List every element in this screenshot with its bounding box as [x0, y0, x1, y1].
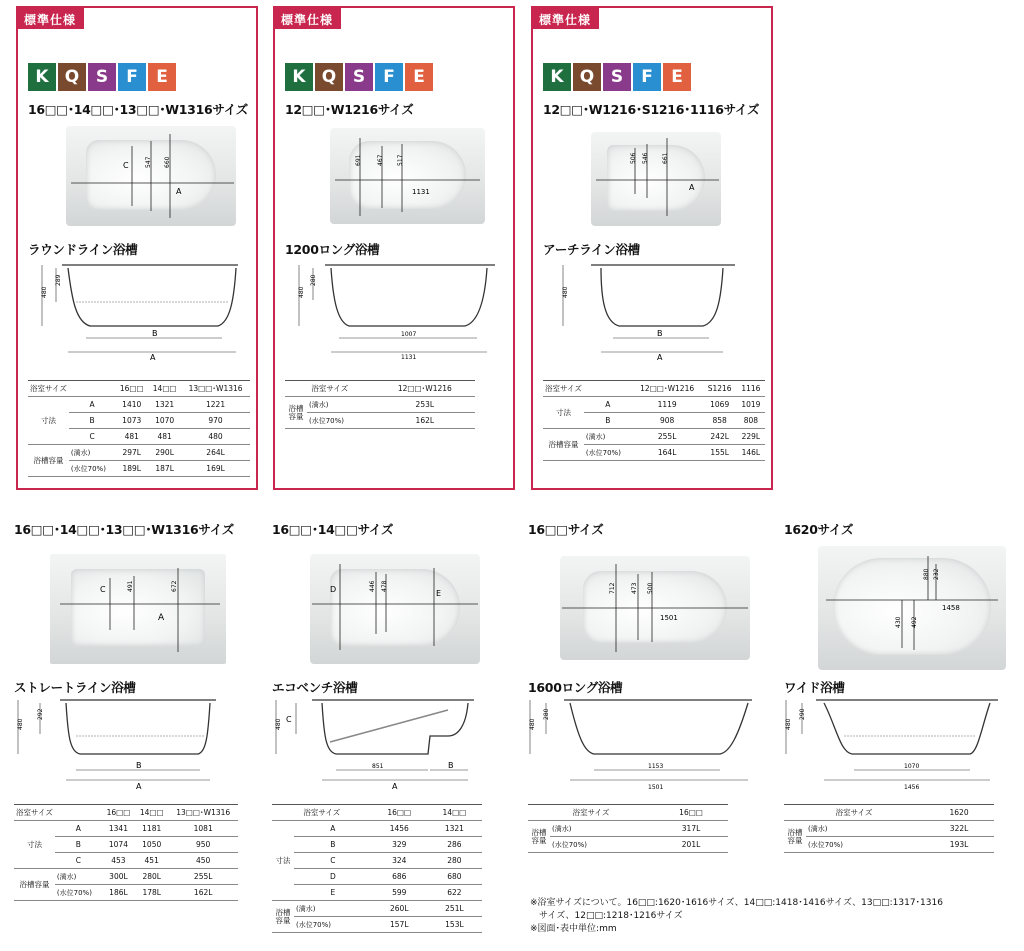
sec-depth-c: C: [286, 715, 292, 724]
sec-depth-total: 480: [275, 718, 282, 730]
spec-card-archline: [531, 6, 773, 490]
sec-depth-upper: 290: [799, 708, 806, 720]
plan-dim-880: 880: [923, 568, 930, 580]
footnote-line-1: ※浴室サイズについて。16□□:1620･1616サイズ、14□□:1418･1416サイズ、13□□:1317･1316: [530, 898, 943, 908]
plan-dim-430: 430: [895, 616, 902, 628]
tub-plan-photo: [818, 546, 1006, 670]
plan-dim-a: A: [689, 183, 695, 192]
sec-depth-upper: 280: [543, 708, 550, 720]
footnote: [530, 897, 1010, 936]
sec-dim-b: B: [152, 329, 158, 338]
sec-depth-upper: 280: [310, 274, 317, 286]
plan-dim-491: 491: [127, 580, 134, 592]
sec-dim-a: A: [657, 353, 663, 362]
spec-table: 浴室サイズ 16□□ 14□□ 寸法 A 1456 1321 B 329 286 C 324 280 D 686 680 E 599 622 浴槽容量 (満水) 260L 251L (水位70%) 157L 153L: [272, 804, 482, 933]
tub-cross-section: [32, 260, 254, 364]
badge-k: K: [543, 63, 571, 91]
sec-depth-total: 480: [298, 286, 305, 298]
size-title: 16□□･14□□サイズ: [272, 522, 394, 537]
badge-q: Q: [573, 63, 601, 91]
sec-dim-b: B: [136, 761, 142, 770]
plan-dim-506: 506: [630, 152, 637, 164]
badge-e: E: [405, 63, 433, 91]
plan-dim-660: 660: [164, 156, 171, 168]
spec-table: 浴室サイズ 16□□ 14□□ 13□□･W1316 寸法 A 1410 1321 1221 B 1073 1070 970 C 481 481 480 浴槽容量 (満水) 297L 290L 264L (水位70%) 189L 187L 169L: [28, 380, 250, 477]
footnote-line-3: ※図面･表中単位:mm: [530, 924, 617, 934]
sec-dim-1456: 1456: [904, 784, 920, 791]
plan-dim-a: A: [158, 613, 165, 623]
standard-spec-tag: 標準仕様: [18, 8, 84, 29]
plan-dim-712: 712: [609, 582, 616, 594]
sec-dim-851: 851: [372, 763, 384, 770]
size-title: 16□□サイズ: [528, 522, 604, 537]
plan-dim-672: 672: [171, 580, 178, 592]
plan-dimension-lines: [560, 556, 750, 660]
sec-dim-a: A: [392, 782, 398, 791]
sec-depth-total: 480: [562, 286, 569, 298]
spec-card-roundline: [16, 6, 258, 490]
badge-q: Q: [315, 63, 343, 91]
spec-card-ecobench: [268, 512, 510, 942]
tub-plan-photo: [330, 128, 485, 224]
spec-card-straightline: [10, 512, 252, 942]
badge-f: F: [633, 63, 661, 91]
plan-dim-1501: 1501: [660, 614, 678, 622]
feature-badges: [285, 63, 433, 91]
plan-dim-500: 500: [647, 582, 654, 594]
badge-f: F: [118, 63, 146, 91]
plan-dim-473: 473: [631, 582, 638, 594]
plan-dim-661: 661: [662, 152, 669, 164]
spec-card-1600long: [524, 512, 766, 892]
spec-card-wide: [780, 512, 1022, 892]
plan-dim-492: 492: [911, 616, 918, 628]
sec-depth-total: 480: [785, 718, 792, 730]
plan-dim-446: 446: [369, 580, 376, 592]
plan-dim-1458: 1458: [942, 604, 960, 612]
plan-dim-232: 232: [933, 568, 940, 580]
bath-name: 1200ロング浴槽: [285, 242, 380, 257]
size-title: 16□□･14□□･13□□･W1316サイズ: [14, 522, 234, 537]
plan-dimension-lines: [310, 554, 480, 664]
badge-s: S: [345, 63, 373, 91]
standard-spec-tag: 標準仕様: [275, 8, 341, 29]
spec-table: 浴室サイズ 1620 浴槽容量 (満水) 322L (水位70%) 193L: [784, 804, 994, 853]
spec-table: 浴室サイズ 12□□･W1216 浴槽容量 (満水) 253L (水位70%) 162L: [285, 380, 475, 429]
spec-table: 浴室サイズ 16□□ 浴槽容量 (満水) 317L (水位70%) 201L: [528, 804, 728, 853]
badge-e: E: [663, 63, 691, 91]
sec-dim-b: B: [657, 329, 663, 338]
sec-dim-a: A: [136, 782, 142, 791]
tub-cross-section: [547, 260, 769, 364]
plan-dim-e: E: [436, 589, 442, 598]
plan-dim-467: 467: [377, 154, 384, 166]
size-title: 12□□･W1216サイズ: [285, 102, 414, 117]
tub-plan-photo: [591, 132, 721, 226]
plan-dim-a: A: [176, 187, 182, 196]
plan-dim-1131: 1131: [412, 188, 430, 196]
tub-plan-photo: [560, 556, 750, 660]
feature-badges: [543, 63, 691, 91]
badge-s: S: [603, 63, 631, 91]
plan-dim-517: 517: [397, 154, 404, 166]
sec-dim-1070: 1070: [904, 763, 920, 770]
bath-name: エコベンチ浴槽: [272, 680, 358, 695]
tub-cross-section: [289, 260, 511, 364]
bath-name: ラウンドライン浴槽: [28, 242, 138, 257]
badge-q: Q: [58, 63, 86, 91]
size-title: 16□□･14□□･13□□･W1316サイズ: [28, 102, 248, 117]
sec-depth-total: 480: [17, 718, 24, 730]
bath-name: アーチライン浴槽: [543, 242, 640, 257]
sec-depth-total: 480: [41, 286, 48, 298]
plan-dimension-lines: [66, 126, 236, 226]
plan-dim-478: 478: [381, 580, 388, 592]
plan-dimension-lines: [330, 128, 485, 224]
plan-dim-d: D: [330, 585, 337, 594]
spec-table: 浴室サイズ 12□□･W1216 S1216 1116 寸法 A 1119 1069 1019 B 908 858 808 浴槽容量 (満水) 255L 242L 229L (水位70%) 164L 155L 146L: [543, 380, 765, 461]
sec-dim-a: A: [150, 353, 156, 362]
spec-table: 浴室サイズ 16□□ 14□□ 13□□･W1316 寸法 A 1341 1181 1081 B 1074 1050 950 C 453 451 450 浴槽容量 (満水) 300L 280L 255L (水位70%) 186L 178L 162L: [14, 804, 238, 901]
tub-plan-photo: [50, 554, 226, 664]
tub-plan-photo: [310, 554, 480, 664]
sec-dim-1153: 1153: [648, 763, 664, 770]
plan-dimension-lines: [591, 132, 721, 226]
plan-dimension-lines: [818, 546, 1006, 670]
badge-e: E: [148, 63, 176, 91]
sec-depth-upper: 292: [37, 708, 44, 720]
sec-dim-b: B: [448, 761, 454, 770]
tub-cross-section: [268, 696, 498, 792]
footnote-line-2: サイズ、12□□:1218･1216サイズ: [530, 911, 683, 921]
sec-dim-b: 1007: [401, 331, 417, 338]
spec-card-1200long: [273, 6, 515, 490]
sec-dim-a: 1131: [401, 354, 417, 361]
badge-k: K: [285, 63, 313, 91]
bath-name: ストレートライン浴槽: [14, 680, 136, 695]
feature-badges: [28, 63, 176, 91]
plan-dim-547: 547: [145, 156, 152, 168]
plan-dim-c: C: [123, 161, 129, 170]
plan-dim-691: 691: [355, 154, 362, 166]
tub-cross-section: [10, 696, 240, 792]
tub-cross-section: [524, 696, 760, 792]
badge-k: K: [28, 63, 56, 91]
badge-f: F: [375, 63, 403, 91]
plan-dim-546: 546: [642, 152, 649, 164]
tub-cross-section: [780, 696, 1016, 792]
plan-dimension-lines: [50, 554, 226, 664]
size-title: 1620サイズ: [784, 522, 854, 537]
bath-name: 1600ロング浴槽: [528, 680, 623, 695]
sec-dim-1501: 1501: [648, 784, 664, 791]
size-title: 12□□･W1216･S1216･1116サイズ: [543, 102, 760, 117]
tub-plan-photo: [66, 126, 236, 226]
badge-s: S: [88, 63, 116, 91]
sec-depth-upper: 289: [55, 274, 62, 286]
bath-name: ワイド浴槽: [784, 680, 845, 695]
sec-depth-total: 480: [529, 718, 536, 730]
plan-dim-c: C: [100, 585, 106, 594]
standard-spec-tag: 標準仕様: [533, 8, 599, 29]
